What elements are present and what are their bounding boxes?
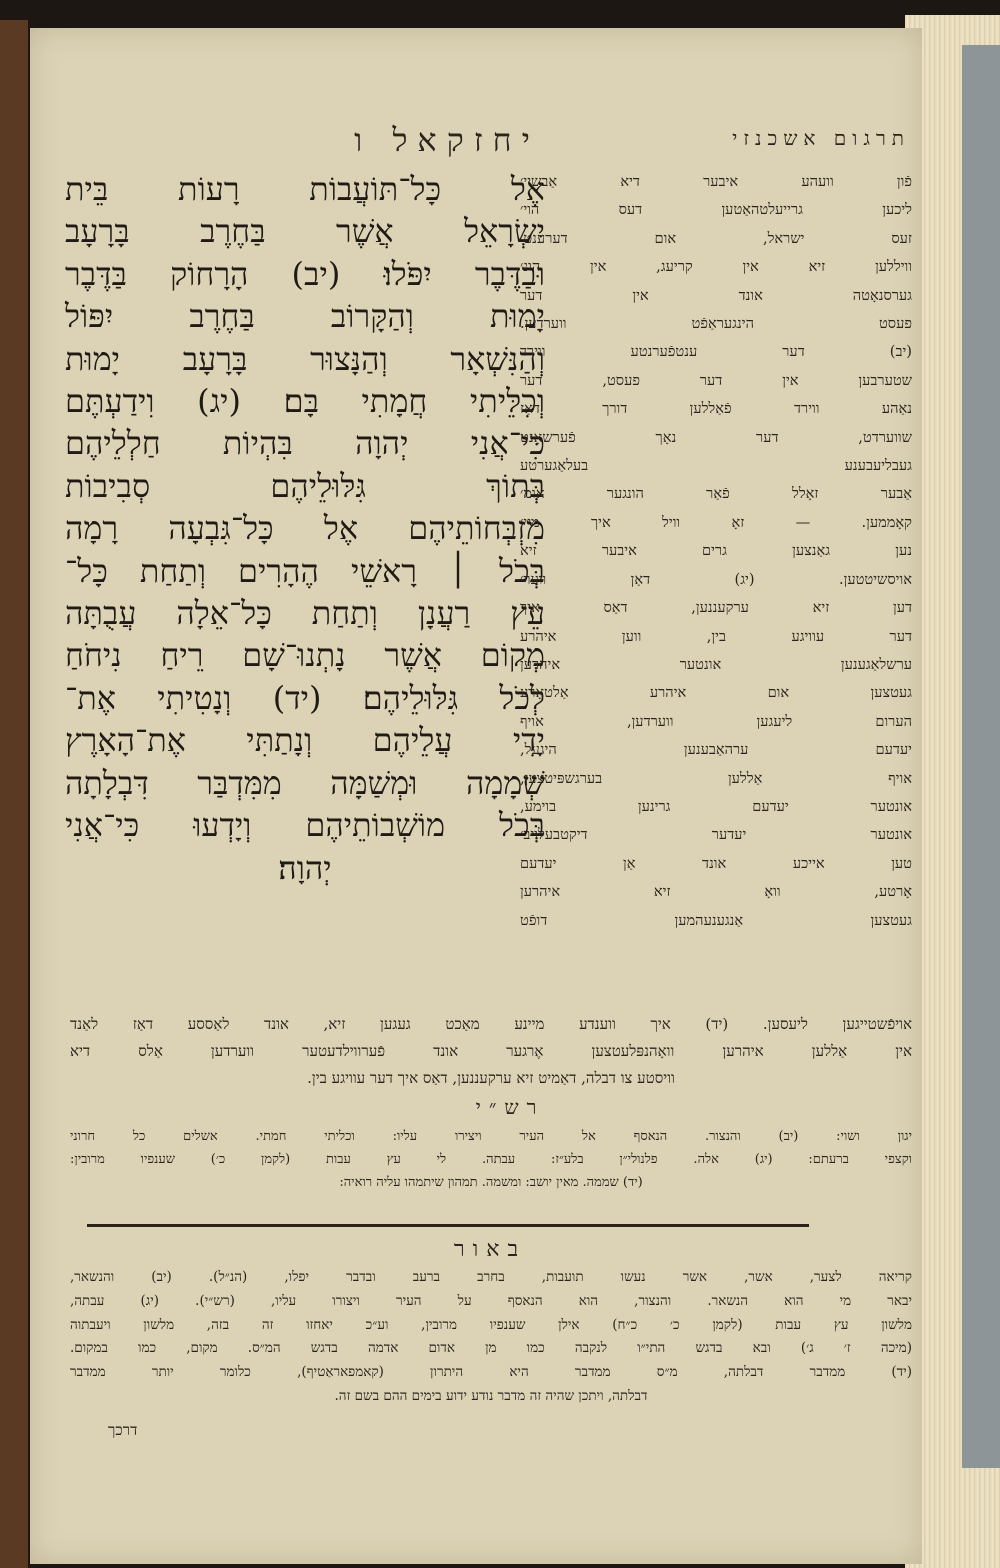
translation-line: נען גאַנצען גרים איבער זיא bbox=[520, 542, 912, 560]
translation-line: געטצען אום איהרע אַלטאָרע bbox=[520, 684, 912, 702]
translation-line: אונטער יעדער דיקטבעלויב׳ bbox=[520, 826, 912, 844]
translation-line: וויללען זיא אין קריעג, אין הונ׳ bbox=[520, 258, 912, 276]
biur-line: (יד) ממדבר דבלתה, מ״ס ממדבר היא היתרון (קאמפאראַטיף), כלומר יותר ממדבר bbox=[70, 1364, 912, 1381]
translation-full-width bbox=[70, 1011, 912, 1092]
translation-line: דער עוויגע בין, ווען איהרע bbox=[520, 627, 912, 645]
translation-line: פֿון וועהע איבער דיא אַבשיי׳ bbox=[520, 173, 912, 190]
biur-line: מלשון עץ עבות (לקמן כ׳ כ״ח) אילן שענפיו מרובין, וע״כ יאחזו זה בזה, מלשון ויעבתוה bbox=[70, 1316, 912, 1333]
translation-line: ליכען גרייעלטהאַטען דעס הוי׳ bbox=[520, 201, 912, 219]
translation-line: גערסנאָטה אונד אין דער bbox=[520, 286, 912, 304]
rashi-line: וקצפי ברעתם: (יג) אלה. פלנולי״ן בלע״ז: עבתה. לי עץ עבות (לקמן כ׳) שענפיו מרובין: bbox=[70, 1152, 912, 1167]
translation-line: שווערדט, דער נאָך פֿערשאָנט bbox=[520, 428, 912, 446]
book-cover-edge bbox=[962, 45, 1000, 1468]
translation-line: טען אייכע אונד אַן יעדעם bbox=[520, 854, 912, 872]
rashi-line: (יד) שממה. מאין יושב: ומשמה. תמהון שיתמהו עליה רואיה: bbox=[339, 1175, 643, 1190]
translation-line: ערשלאַגענען אונטער איהרען bbox=[520, 655, 912, 673]
translation-line: געבליעבענע בעלאַגערטע bbox=[520, 457, 912, 475]
rashi-commentary bbox=[70, 1125, 912, 1194]
section-divider bbox=[87, 1224, 809, 1227]
translation-line: אַבער זאָלל פֿאַר הונגער אומ׳ bbox=[520, 485, 912, 503]
translation-line: וויסטע צו דבלה, דאַמיט זיא ערקעננען, דאַס איך דער עוויגע בין. bbox=[307, 1069, 675, 1087]
biur-heading: באור bbox=[453, 1237, 527, 1262]
biur-line: (מיכה ז׳ ג׳) ובא בדגש התי״ו לנקבה כמו מן אדום אדמה בדגש המ״ס. מקום, כמו במקום. bbox=[70, 1340, 912, 1357]
verse-line: יִשְׂרָאֵל אֲשֶׁר בַּחֶרֶב בָּרָעָב bbox=[65, 212, 545, 251]
translation-line: אָרטע, וואָ זיא איהרען bbox=[520, 883, 912, 901]
running-header-translation: תרגום אשכנזי bbox=[732, 126, 910, 150]
verse-line: בְּתוֹךְ גִּלּוּלֵיהֶם סְבִיבוֹת bbox=[65, 466, 545, 505]
verse-line: בְּכֹל ׀ רָאשֵׁי הֶהָרִים וְתַחַת כָּל־ bbox=[65, 551, 545, 590]
translation-line: אויף אַללען בערגשפּיטצען, bbox=[520, 769, 912, 787]
biur-commentary bbox=[70, 1266, 912, 1409]
translation-line: אויפֿשטייגען ליעסען. (יד) איך ווענדע מיינע מאַכט געגען זיא, אונד לאַססע דאַז לאַנד bbox=[70, 1015, 912, 1033]
running-header-book: יחזקאל ו bbox=[354, 121, 540, 159]
biur-line: קריאה לצער, אשר, אשר נעשו תועבות, בחרב ברעב ובדבר יפלו, (הנ״ל). (יב) והנשאר, bbox=[70, 1269, 912, 1285]
catchword: דרכך bbox=[108, 1421, 138, 1439]
translation-line: זעס ישראל, אום דערענט׳ bbox=[520, 229, 912, 247]
verse-line: בְּכֹל מוֹשְׁבוֹתֵיהֶם וְיָדְעוּ כִּי־אֲנִי bbox=[65, 806, 545, 845]
translation-line: אונטער יעדעם גרינען בוימע, bbox=[520, 797, 912, 815]
translation-line: דען זיא ערקעננען, דאַס איך bbox=[520, 599, 912, 617]
verse-line: שְׁמָמָה וּמְשַׁמָּה מִמִּדְבַּר דִּבְלָתָה bbox=[65, 763, 545, 802]
verse-line: אֶל כָּל־תּוֹעֲבוֹת רָעוֹת בֵּית bbox=[65, 170, 545, 208]
translation-line: קאָממען. — זאָ וויל איך מיי׳ bbox=[520, 513, 912, 531]
verse-line: מִזְבְּחוֹתֵיהֶם אֶל כָּל־גִּבְעָה רָמָה bbox=[65, 509, 545, 548]
verse-line: וּבַדֶּבֶר יִפֹּלוּ׃ (יב) הָרָחוֹק בַּדֶּבֶר bbox=[65, 254, 545, 293]
rashi-heading: רש״י bbox=[475, 1095, 545, 1119]
translation-line: אויסשיטטען. (יג) דאַן ווער׳ bbox=[520, 570, 912, 588]
translation-line: נאַהע ווירד פֿאַללען דורך דאַז bbox=[520, 400, 912, 418]
verse-line: וְכִלֵּיתִי חֲמָתִי בָּם׃ (יג) וִידַעְתֶּם bbox=[65, 382, 545, 421]
biur-line: דבלתה, ויתכן שהיה זה מדבר נודע ידוע בימים ההם בשם זה. bbox=[334, 1387, 648, 1404]
translation-line: געטצען אַנגענעהמען דופֿט bbox=[520, 911, 912, 929]
book-left-edge bbox=[0, 20, 28, 1568]
hebrew-verse-column bbox=[65, 168, 545, 889]
verse-line: יְהוָה׃ bbox=[278, 848, 332, 887]
verse-line: יָדִי עֲלֵיהֶם וְנָתַתִּי אֶת־הָאָרֶץ bbox=[65, 721, 545, 760]
verse-line: לְכֹל גִּלּוּלֵיהֶם׃ (יד) וְנָטִיתִי אֶת־ bbox=[65, 678, 545, 717]
translation-column bbox=[520, 168, 912, 935]
rashi-line: יגון ושוי: (יב) והנצור. הנאסף אל העיר ויצירו עליו: וכליתי חמתי. אשלים כל חרוני bbox=[70, 1129, 912, 1144]
verse-line: כִּי־אֲנִי יְהוָה בִּהְיוֹת חַלְלֵיהֶם bbox=[65, 424, 545, 463]
verse-line: מְקוֹם אֲשֶׁר נָתְנוּ־שָׁם רֵיחַ נִיחֹחַ bbox=[65, 636, 545, 675]
translation-line: פעסט הינגעראַפֿט ווערדען. bbox=[520, 315, 912, 333]
translation-line: יעדעם ערהאַבענען היגעל, bbox=[520, 741, 912, 759]
translation-line: (יב) דער ענטפֿערנטע ווירד bbox=[520, 343, 912, 361]
verse-line: יָמוּת וְהַקָּרוֹב בַּחֶרֶב יִפּוֹל bbox=[65, 297, 545, 336]
verse-line: וְהַנִּשְׁאָר וְהַנָּצוּר בָּרָעָב יָמוּת bbox=[65, 339, 545, 378]
biur-line: יבאר מי הוא הנשאר. והנצור, הוא הנאסף על העיר ויצורו עליו, (רש״י). (יג) עבתה, bbox=[70, 1292, 912, 1309]
translation-line: שטערבען אין דער פעסט, דער bbox=[520, 371, 912, 389]
verse-line: עֵץ רַעֲנָן וְתַחַת כָּל־אֵלָה עֲבֻתָּה bbox=[65, 594, 545, 633]
translation-line: אין אַללען איהרען וואָהנפּלעטצען אֶרגער אונד פֿערווילדעטער ווערדען אַלס דיא bbox=[70, 1042, 912, 1060]
book-page bbox=[30, 28, 922, 1564]
translation-line: הערום ליעגען ווערדען, אויף bbox=[520, 712, 912, 730]
